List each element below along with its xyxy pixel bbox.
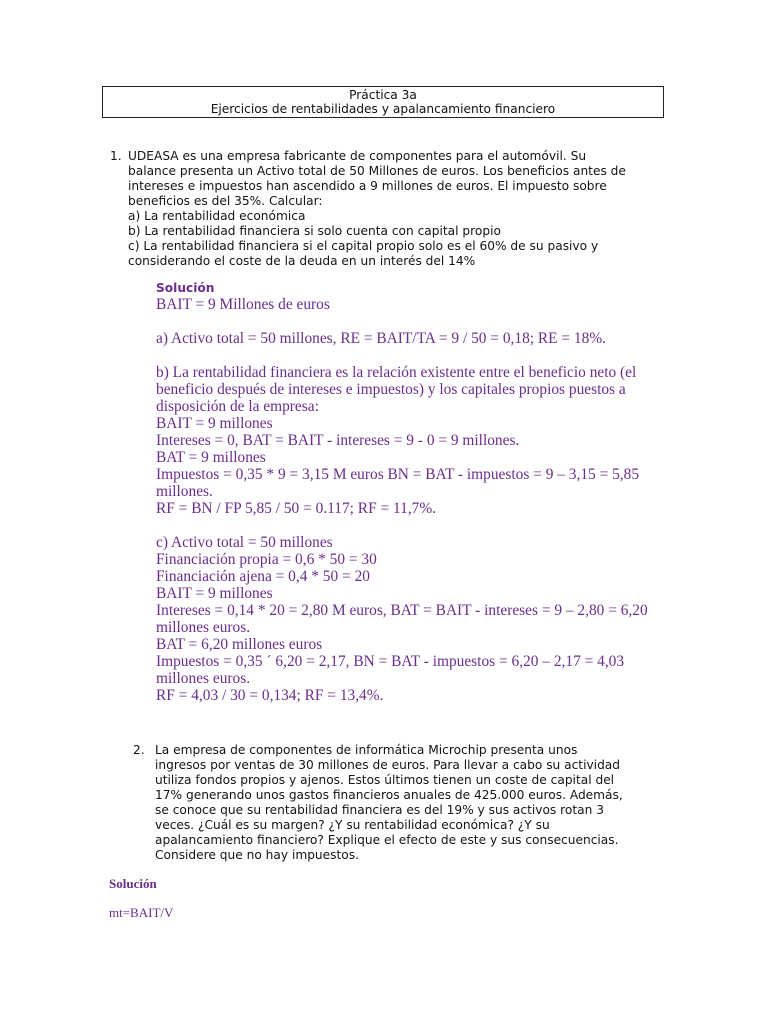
solution-1-body [156,296,656,704]
solution-1-part-b-line: b) La rentabilidad financiera es la relación existente entre el beneficio neto (el [156,364,637,381]
exercise-1-line: c) La rentabilidad financiera si el capital propio solo es el 60% de su pasivo y [128,239,599,253]
exercise-2-statement [155,743,653,863]
solution-1-part-c-line: BAT = 6,20 millones euros [156,636,323,653]
solution-2-text: mt=BAIT/V [109,905,174,920]
exercise-1-statement [128,149,650,269]
exercise-1-line: beneficios es del 35%. Calcular: [128,194,323,208]
exercise-2-number: 2. [133,743,145,757]
exercise-2-line: utiliza fondos propios y ajenos. Estos últimos tienen un coste de capital del [155,773,615,787]
solution-1-part-b-line: RF = BN / FP 5,85 / 50 = 0.117; RF = 11,7%. [156,500,437,517]
solution-1-part-b-line: BAT = 9 millones [156,449,266,466]
title-box [102,86,664,118]
solution-1-part-b-line: Intereses = 0, BAT = BAIT - intereses = 9 - 0 = 9 millones. [156,432,520,449]
exercise-1-line: UDEASA es una empresa fabricante de componentes para el automóvil. Su [128,149,587,163]
exercise-1-line: balance presenta un Activo total de 50 Millones de euros. Los beneficios antes de [128,164,626,178]
solution-1-part-c-line: RF = 4,03 / 30 = 0,134; RF = 13,4%. [156,687,384,704]
solution-1-label: Solución [156,281,215,295]
exercise-2-line: veces. ¿Cuál es su margen? ¿Y su rentabilidad económica? ¿Y su [155,818,550,832]
exercise-2-line: apalancamiento financiero? Explique el efecto de este y sus consecuencias. [155,833,619,847]
solution-1-part-b-line: beneficio después de intereses e impuestos) y los capitales propios puestos a [156,381,626,398]
solution-1-part-b-line: Impuestos = 0,35 * 9 = 3,15 M euros BN = BAT - impuestos = 9 – 3,15 = 5,85 [156,466,640,483]
solution-1-part-c-line: millones euros. [156,670,251,687]
solution-1 [156,281,656,704]
solution-1-part-b-line: millones. [156,483,213,500]
solution-1-part-c-line: BAIT = 9 millones [156,585,273,602]
exercise-2-line: se conoce que su rentabilidad financiera es del 19% y sus activos rotan 3 [155,803,604,817]
exercise-1 [110,149,650,269]
solution-1-part-b-line: disposición de la empresa: [156,398,319,415]
solution-1-part-c-line: Intereses = 0,14 * 20 = 2,80 M euros, BAT = BAIT - intereses = 9 – 2,80 = 6,20 [156,602,648,619]
solution-1-part-c-line: c) Activo total = 50 millones [156,534,333,551]
solution-1-part-c-line: millones euros. [156,619,251,636]
solution-1-part-c-line: Impuestos = 0,35 ´ 6,20 = 2,17, BN = BAT - impuestos = 6,20 – 2,17 = 4,03 [156,653,625,670]
exercise-1-line: a) La rentabilidad económica [128,209,306,223]
solution-1-part-c-line: Financiación ajena = 0,4 * 50 = 20 [156,568,370,585]
exercise-2-line: Considere que no hay impuestos. [155,848,359,862]
exercise-2 [133,743,653,863]
exercise-1-line: considerando el coste de la deuda en un interés del 14% [128,254,476,268]
exercise-1-number: 1. [110,149,122,163]
exercise-2-line: 17% generando unos gastos financieros anuales de 425.000 euros. Además, [155,788,623,802]
solution-1-intro: BAIT = 9 Millones de euros [156,296,330,313]
solution-1-part-c-line: Financiación propia = 0,6 * 50 = 30 [156,551,377,568]
solution-1-part-b-line: BAIT = 9 millones [156,415,273,432]
solution-2-label: Solución [109,876,157,891]
solution-1-part-a: a) Activo total = 50 millones, RE = BAIT/TA = 9 / 50 = 0,18; RE = 18%. [156,330,606,347]
exercise-1-line: intereses e impuestos han ascendido a 9 millones de euros. El impuesto sobre [128,179,607,193]
page-subtitle: Ejercicios de rentabilidades y apalancamiento financiero [210,102,556,116]
exercise-2-line: La empresa de componentes de informática Microchip presenta unos [155,743,578,757]
exercise-2-line: ingresos por ventas de 30 millones de euros. Para llevar a cabo su actividad [155,758,621,772]
page-title: Práctica 3a [349,88,417,102]
exercise-1-line: b) La rentabilidad financiera si solo cuenta con capital propio [128,224,501,238]
